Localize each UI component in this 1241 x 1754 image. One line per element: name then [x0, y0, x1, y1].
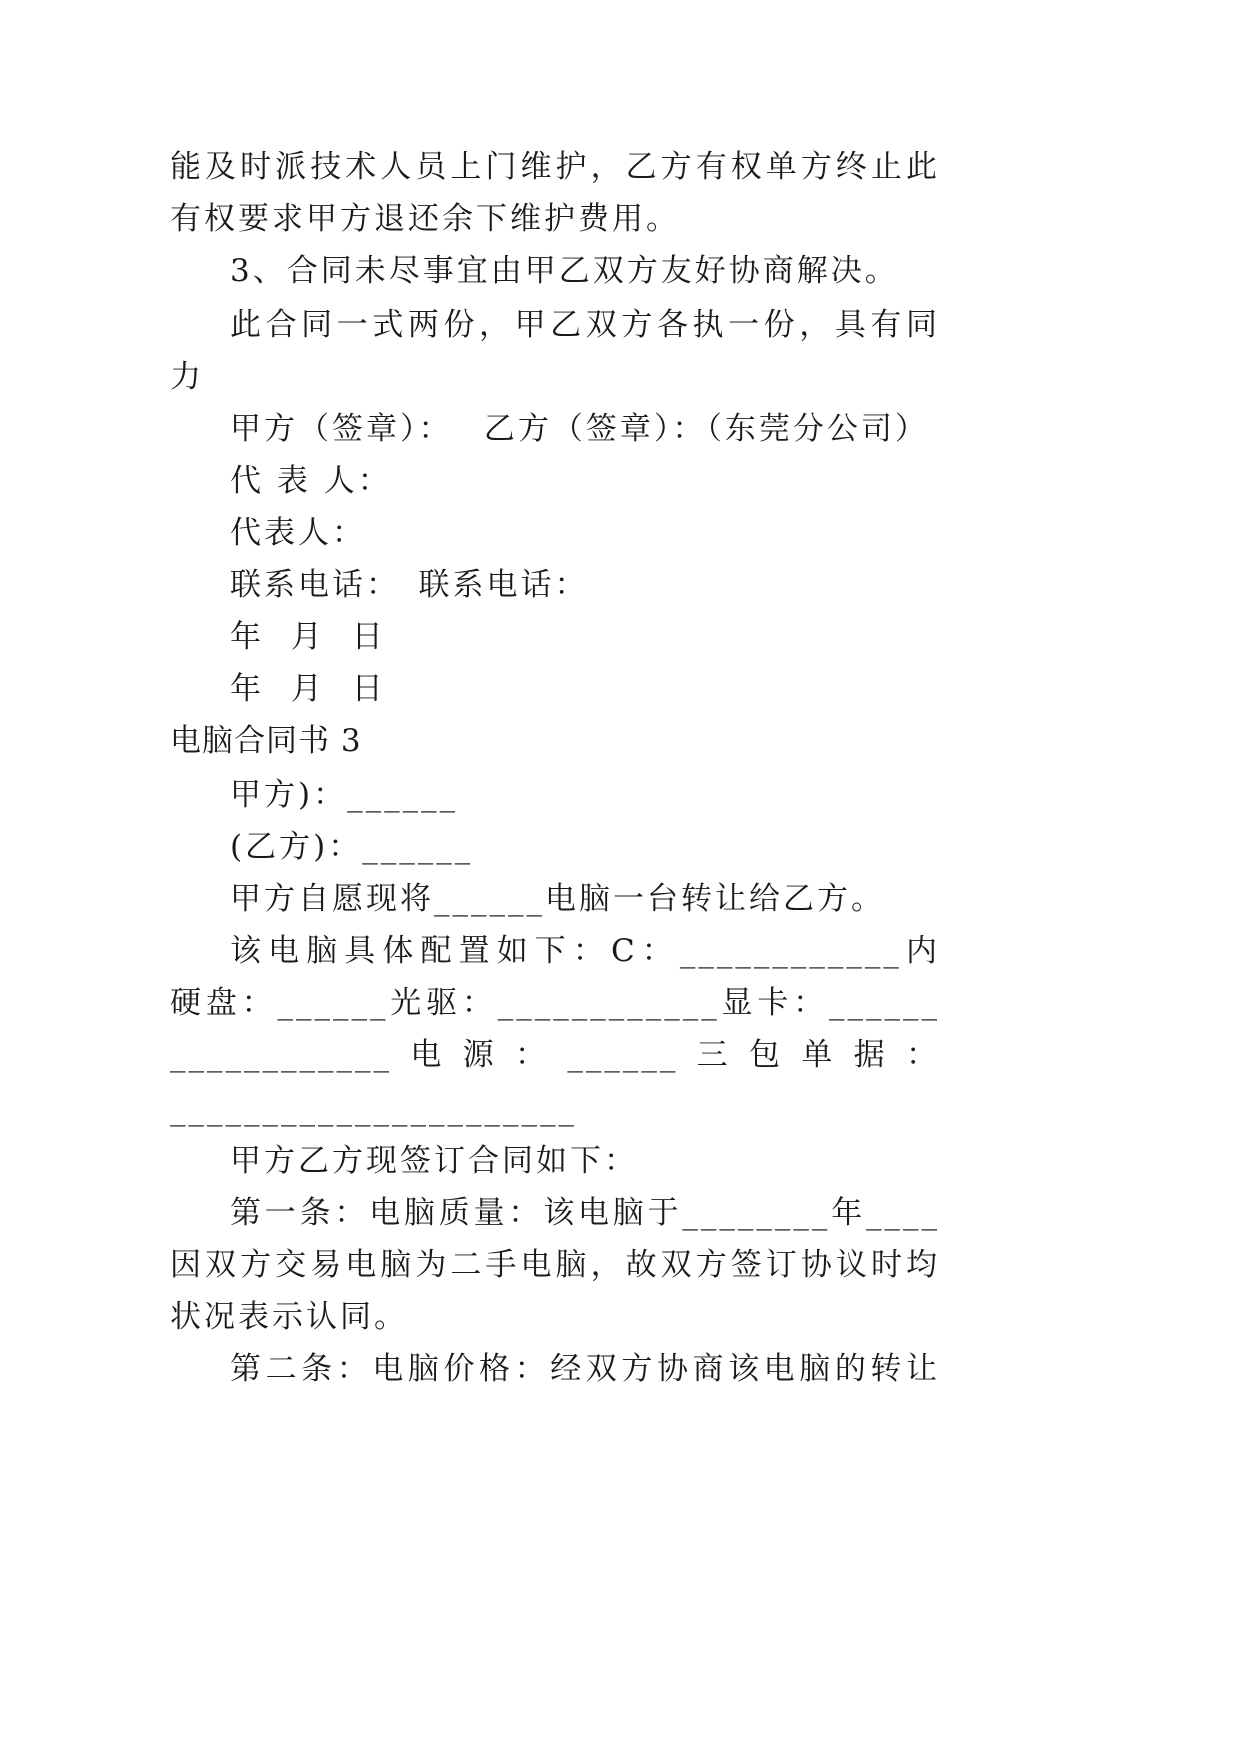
paragraph-line: 甲方自愿现将______电脑一台转让给乙方。: [230, 881, 885, 917]
paragraph-line: 有权要求甲方退还余下维护费用。: [170, 201, 680, 237]
party-a-field: 甲方)：______: [230, 777, 459, 813]
section-title: 电脑合同书 3: [170, 723, 362, 759]
paragraph-line: 3、合同未尽事宜由甲乙双方友好协商解决。: [230, 253, 899, 289]
representative-line: 代表人：: [230, 515, 366, 551]
date-line: 年 月 日: [230, 619, 393, 655]
party-b-field: (乙方)：______: [230, 829, 474, 865]
signature-line: 甲方（签章）： 乙方（签章）：（东莞分公司）: [230, 411, 929, 447]
paragraph-line: 力: [170, 359, 204, 395]
config-line: ____________电源：______三包单据：: [170, 1037, 940, 1073]
phone-line: 联系电话： 联系电话：: [230, 567, 589, 603]
article-line: 因双方交易电脑为二手电脑，故双方签订协议时均: [170, 1247, 940, 1283]
date-line: 年 月 日: [230, 671, 393, 707]
paragraph-line: 能及时派技术人员上门维护，乙方有权单方终止此: [170, 149, 940, 185]
config-line: 该电脑具体配置如下：C：____________内: [230, 933, 940, 969]
paragraph-line: 甲方乙方现签订合同如下：: [230, 1143, 638, 1179]
article-line: 第二条：电脑价格：经双方协商该电脑的转让: [230, 1351, 940, 1387]
config-line: ______________________: [170, 1091, 577, 1127]
paragraph-line: 此合同一式两份，甲乙双方各执一份，具有同: [230, 307, 940, 343]
representative-line: 代 表 人：: [230, 463, 392, 499]
config-line: 硬盘：______光驱：____________显卡：______: [170, 985, 940, 1021]
article-line: 状况表示认同。: [170, 1299, 408, 1335]
article-line: 第一条：电脑质量：该电脑于________年____: [230, 1195, 940, 1231]
